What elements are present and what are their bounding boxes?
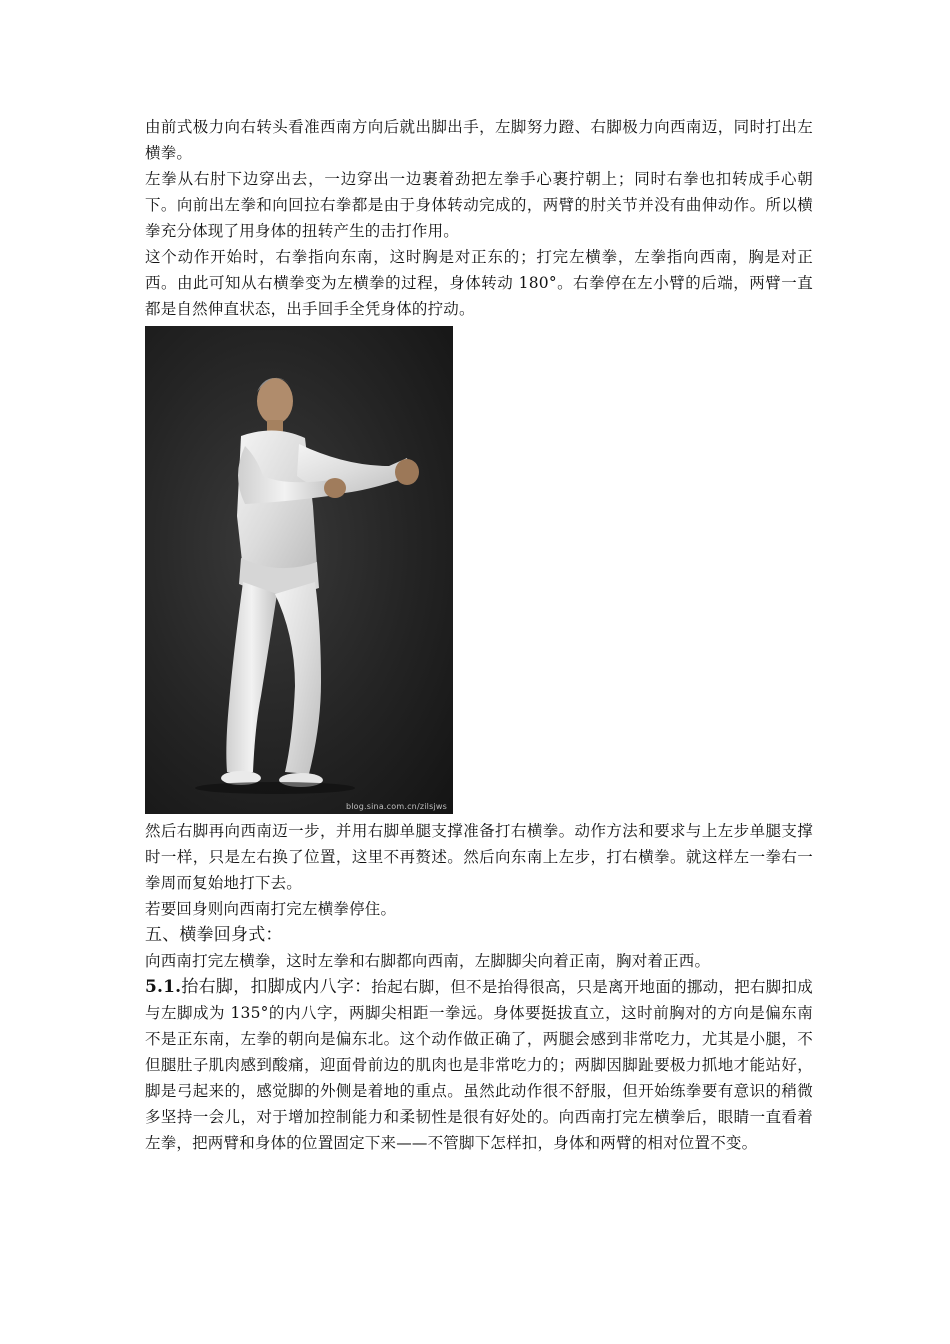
subsection-body: 抬起右脚，但不是抬得很高，只是离开地面的挪动，把右脚扣成与左脚成为 135°的内八字，两脚尖相距一拳远。身体要挺拔直立，这时前胸对的方向是偏东南不是正东南，左拳的朝向是偏东北。这个动作做正确了，两腿会感到非常吃力，尤其是小腿，不但腿肚子肌肉感到酸痛，迎面骨前边的肌肉也是非常吃力的；两脚因脚趾要极力抓地才能站好，脚是弓起来的，感觉脚的外侧是着地的重点。虽然此动作很不舒服，但开始练拳要有意识的稍微多坚持一会儿，对于增加控制能力和柔韧性是很有好处的。向西南打完左横拳后，眼睛一直看着左拳，把两臂和身体的位置固定下来——不管脚下怎样扣，身体和两臂的相对位置不变。 (145, 978, 813, 1152)
section-heading: 五、横拳回身式： (145, 925, 283, 945)
paragraph-2: 左拳从右肘下边穿出去，一边穿出一边裹着劲把左拳手心裹拧朝上；同时右拳也扣转成手心朝下。向前出左拳和向回拉右拳都是由于身体转动完成的，两臂的肘关节并没有曲伸动作。所以横拳充分体现了用身体的扭转产生的击打作用。 (145, 170, 813, 240)
figure-left-leg (226, 582, 277, 772)
figure-left-fist (324, 478, 346, 498)
paragraph-1: 由前式极力向右转头看准西南方向后就出脚出手，左脚努力蹬、右脚极力向西南迈，同时打出左横拳。 (145, 118, 813, 162)
figure-illustration (145, 326, 453, 814)
paragraph-4: 然后右脚再向西南迈一步，并用右脚单腿支撑准备打右横拳。动作方法和要求与上左步单腿支撑时一样，只是左右换了位置，这里不再赘述。然后向东南上左步，打右横拳。就这样左一拳右一拳周而复始地打下去。 (145, 822, 813, 892)
subsection-number: 5.1. (145, 977, 182, 997)
photo-watermark: blog.sina.com.cn/zilsjws (345, 802, 447, 811)
paragraph-5: 若要回身则向西南打完左横拳停住。 (145, 900, 397, 918)
figure-right-leg (275, 582, 321, 774)
figure-right-fist (395, 459, 419, 485)
paragraph-3: 这个动作开始时，右拳指向东南，这时胸是对正东的；打完左横拳，左拳指向西南，胸是对正西。由此可知从右横拳变为左横拳的过程，身体转动 180°。右拳停在左小臂的后端，两臂一直都是自然伸直状态，出手回手全凭身体的拧动。 (145, 248, 813, 318)
section-intro: 向西南打完左横拳，这时左拳和右脚都向西南，左脚脚尖向着正南，胸对着正西。 (145, 952, 711, 970)
document-page (145, 114, 813, 1156)
subsection-title: 抬右脚，扣脚成内八字： (181, 977, 372, 997)
martial-arts-photo (145, 326, 453, 814)
subsection-5-1 (145, 974, 813, 1156)
